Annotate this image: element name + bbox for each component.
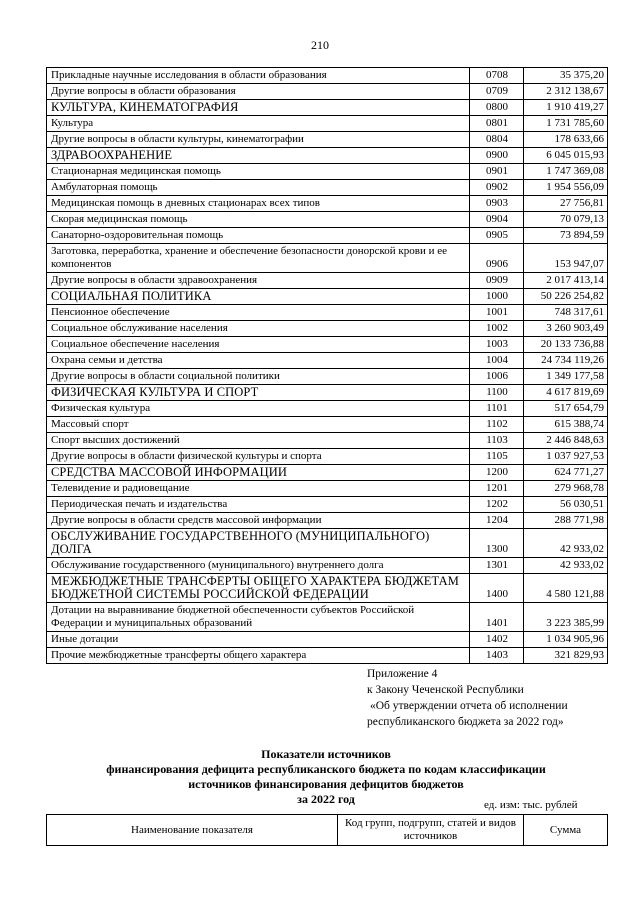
row-sum-cell: 4 617 819,69 [524, 385, 608, 401]
row-sum-cell: 20 133 736,88 [524, 337, 608, 353]
row-sum-cell: 624 771,27 [524, 465, 608, 481]
expenditure-table-body [47, 68, 608, 664]
row-name-cell: Прочие межбюджетные трансферты общего характера [47, 648, 470, 664]
row-name-cell: Охрана семьи и детства [47, 353, 470, 369]
title-line: Показатели источников [261, 747, 391, 761]
row-sum-cell: 4 580 121,88 [524, 574, 608, 603]
header-cell-code: Код групп, подгрупп, статей и видов источников [338, 815, 524, 846]
row-name-cell: Другие вопросы в области физической культуры и спорта [47, 449, 470, 465]
row-code-cell: 0901 [470, 164, 524, 180]
row-sum-cell: 748 317,61 [524, 305, 608, 321]
row-code-cell: 1202 [470, 497, 524, 513]
title-line: финансирования дефицита республиканского бюджета по кодам классификации [106, 762, 546, 776]
row-sum-cell: 517 654,79 [524, 401, 608, 417]
sources-table-header [46, 814, 608, 846]
row-name-cell: Периодическая печать и издательства [47, 497, 470, 513]
table-row [47, 212, 608, 228]
row-sum-cell: 3 260 903,49 [524, 321, 608, 337]
row-code-cell: 1006 [470, 369, 524, 385]
table-row [47, 648, 608, 664]
row-code-cell: 1401 [470, 603, 524, 632]
row-sum-cell: 42 933,02 [524, 558, 608, 574]
row-name-cell: Другие вопросы в области социальной политики [47, 369, 470, 385]
row-sum-cell: 2 446 848,63 [524, 433, 608, 449]
row-code-cell: 0900 [470, 148, 524, 164]
row-code-cell: 1001 [470, 305, 524, 321]
table-row [47, 574, 608, 603]
table-row [47, 84, 608, 100]
row-name-cell: Дотации на выравнивание бюджетной обеспеченности субъектов Российской Федерации и муниципальных образований [47, 603, 470, 632]
row-code-cell: 0903 [470, 196, 524, 212]
table-row [47, 465, 608, 481]
table-row [47, 433, 608, 449]
row-name-cell: КУЛЬТУРА, КИНЕМАТОГРАФИЯ [47, 100, 470, 116]
table-row [47, 273, 608, 289]
row-sum-cell: 1 747 369,08 [524, 164, 608, 180]
row-code-cell: 0800 [470, 100, 524, 116]
table-row [47, 401, 608, 417]
table-row [47, 180, 608, 196]
row-sum-cell: 56 030,51 [524, 497, 608, 513]
row-code-cell: 1200 [470, 465, 524, 481]
table-row [47, 481, 608, 497]
row-name-cell: ФИЗИЧЕСКАЯ КУЛЬТУРА И СПОРТ [47, 385, 470, 401]
row-code-cell: 1000 [470, 289, 524, 305]
row-name-cell: Пенсионное обеспечение [47, 305, 470, 321]
row-code-cell: 0801 [470, 116, 524, 132]
row-sum-cell: 73 894,59 [524, 228, 608, 244]
table-row [47, 148, 608, 164]
row-name-cell: Иные дотации [47, 632, 470, 648]
row-sum-cell: 178 633,66 [524, 132, 608, 148]
table-row [47, 558, 608, 574]
table-row [47, 385, 608, 401]
row-sum-cell: 288 771,98 [524, 513, 608, 529]
row-sum-cell: 1 034 905,96 [524, 632, 608, 648]
row-sum-cell: 3 223 385,99 [524, 603, 608, 632]
table-row [47, 513, 608, 529]
row-name-cell: МЕЖБЮДЖЕТНЫЕ ТРАНСФЕРТЫ ОБЩЕГО ХАРАКТЕРА БЮДЖЕТАМ БЮДЖЕТНОЙ СИСТЕМЫ РОССИЙСКОЙ ФЕДЕРАЦИИ [47, 574, 470, 603]
row-name-cell: ОБСЛУЖИВАНИЕ ГОСУДАРСТВЕННОГО (МУНИЦИПАЛЬНОГО) ДОЛГА [47, 529, 470, 558]
row-sum-cell: 153 947,07 [524, 244, 608, 273]
row-code-cell: 1403 [470, 648, 524, 664]
row-name-cell: Спорт высших достижений [47, 433, 470, 449]
table-row [47, 603, 608, 632]
table-row [47, 417, 608, 433]
row-name-cell: Обслуживание государственного (муниципального) внутреннего долга [47, 558, 470, 574]
row-name-cell: Другие вопросы в области культуры, кинематографии [47, 132, 470, 148]
table-row [47, 353, 608, 369]
row-name-cell: ЗДРАВООХРАНЕНИЕ [47, 148, 470, 164]
row-name-cell: СОЦИАЛЬНАЯ ПОЛИТИКА [47, 289, 470, 305]
row-code-cell: 1204 [470, 513, 524, 529]
row-name-cell: Санаторно-оздоровительная помощь [47, 228, 470, 244]
row-code-cell: 1100 [470, 385, 524, 401]
table-row [47, 289, 608, 305]
row-name-cell: Массовый спорт [47, 417, 470, 433]
table-row [47, 632, 608, 648]
row-code-cell: 1105 [470, 449, 524, 465]
appendix-note [367, 666, 568, 730]
appendix-line: к Закону Чеченской Республики [367, 684, 524, 696]
section-title [40, 747, 612, 807]
table-row [47, 497, 608, 513]
row-name-cell: Прикладные научные исследования в области образования [47, 68, 470, 84]
appendix-line: «Об утверждении отчета об исполнении [370, 700, 568, 712]
row-name-cell: Амбулаторная помощь [47, 180, 470, 196]
row-code-cell: 0902 [470, 180, 524, 196]
row-name-cell: Культура [47, 116, 470, 132]
row-code-cell: 0906 [470, 244, 524, 273]
row-name-cell: Телевидение и радиовещание [47, 481, 470, 497]
row-code-cell: 1102 [470, 417, 524, 433]
row-code-cell: 0909 [470, 273, 524, 289]
table-row [47, 244, 608, 273]
row-sum-cell: 6 045 015,93 [524, 148, 608, 164]
table-row [47, 196, 608, 212]
table-row [47, 305, 608, 321]
title-line: источников финансирования дефицитов бюджетов [188, 777, 464, 791]
row-code-cell: 1004 [470, 353, 524, 369]
appendix-line: Приложение 4 [367, 668, 438, 680]
row-sum-cell: 70 079,13 [524, 212, 608, 228]
row-name-cell: Медицинская помощь в дневных стационарах всех типов [47, 196, 470, 212]
row-sum-cell: 1 910 419,27 [524, 100, 608, 116]
table-row [47, 228, 608, 244]
table-row [47, 164, 608, 180]
row-code-cell: 0708 [470, 68, 524, 84]
row-code-cell: 1002 [470, 321, 524, 337]
row-code-cell: 1201 [470, 481, 524, 497]
row-code-cell: 1301 [470, 558, 524, 574]
appendix-line: республиканского бюджета за 2022 год» [367, 716, 564, 728]
row-sum-cell: 1 731 785,60 [524, 116, 608, 132]
table-row [47, 369, 608, 385]
table-row [47, 337, 608, 353]
row-code-cell: 0804 [470, 132, 524, 148]
table-row [47, 449, 608, 465]
row-sum-cell: 2 017 413,14 [524, 273, 608, 289]
row-code-cell: 1402 [470, 632, 524, 648]
row-sum-cell: 24 734 119,26 [524, 353, 608, 369]
expenditure-table [46, 67, 608, 664]
row-sum-cell: 1 349 177,58 [524, 369, 608, 385]
table-row [47, 132, 608, 148]
row-sum-cell: 42 933,02 [524, 529, 608, 558]
row-code-cell: 1101 [470, 401, 524, 417]
page-number: 210 [311, 38, 329, 52]
row-sum-cell: 1 037 927,53 [524, 449, 608, 465]
table-row [47, 116, 608, 132]
row-name-cell: СРЕДСТВА МАССОВОЙ ИНФОРМАЦИИ [47, 465, 470, 481]
row-name-cell: Социальное обслуживание населения [47, 321, 470, 337]
row-sum-cell: 321 829,93 [524, 648, 608, 664]
table-row [47, 529, 608, 558]
row-code-cell: 0709 [470, 84, 524, 100]
row-name-cell: Другие вопросы в области здравоохранения [47, 273, 470, 289]
row-name-cell: Другие вопросы в области средств массовой информации [47, 513, 470, 529]
row-sum-cell: 50 226 254,82 [524, 289, 608, 305]
row-name-cell: Физическая культура [47, 401, 470, 417]
row-code-cell: 1103 [470, 433, 524, 449]
row-sum-cell: 1 954 556,09 [524, 180, 608, 196]
row-name-cell: Скорая медицинская помощь [47, 212, 470, 228]
row-sum-cell: 35 375,20 [524, 68, 608, 84]
row-name-cell: Социальное обеспечение населения [47, 337, 470, 353]
header-row [47, 815, 608, 846]
title-line: за 2022 год [297, 792, 355, 806]
header-cell-name: Наименование показателя [47, 815, 338, 846]
row-sum-cell: 27 756,81 [524, 196, 608, 212]
table-row [47, 100, 608, 116]
table-row [47, 68, 608, 84]
row-code-cell: 1300 [470, 529, 524, 558]
row-code-cell: 0904 [470, 212, 524, 228]
units-label: ед. изм: тыс. рублей [484, 799, 578, 811]
row-sum-cell: 2 312 138,67 [524, 84, 608, 100]
row-name-cell: Другие вопросы в области образования [47, 84, 470, 100]
row-code-cell: 1400 [470, 574, 524, 603]
row-sum-cell: 615 388,74 [524, 417, 608, 433]
row-code-cell: 1003 [470, 337, 524, 353]
header-cell-sum: Сумма [524, 815, 608, 846]
row-code-cell: 0905 [470, 228, 524, 244]
table-row [47, 321, 608, 337]
row-name-cell: Стационарная медицинская помощь [47, 164, 470, 180]
row-name-cell: Заготовка, переработка, хранение и обеспечение безопасности донорской крови и ее компонентов [47, 244, 470, 273]
row-sum-cell: 279 968,78 [524, 481, 608, 497]
